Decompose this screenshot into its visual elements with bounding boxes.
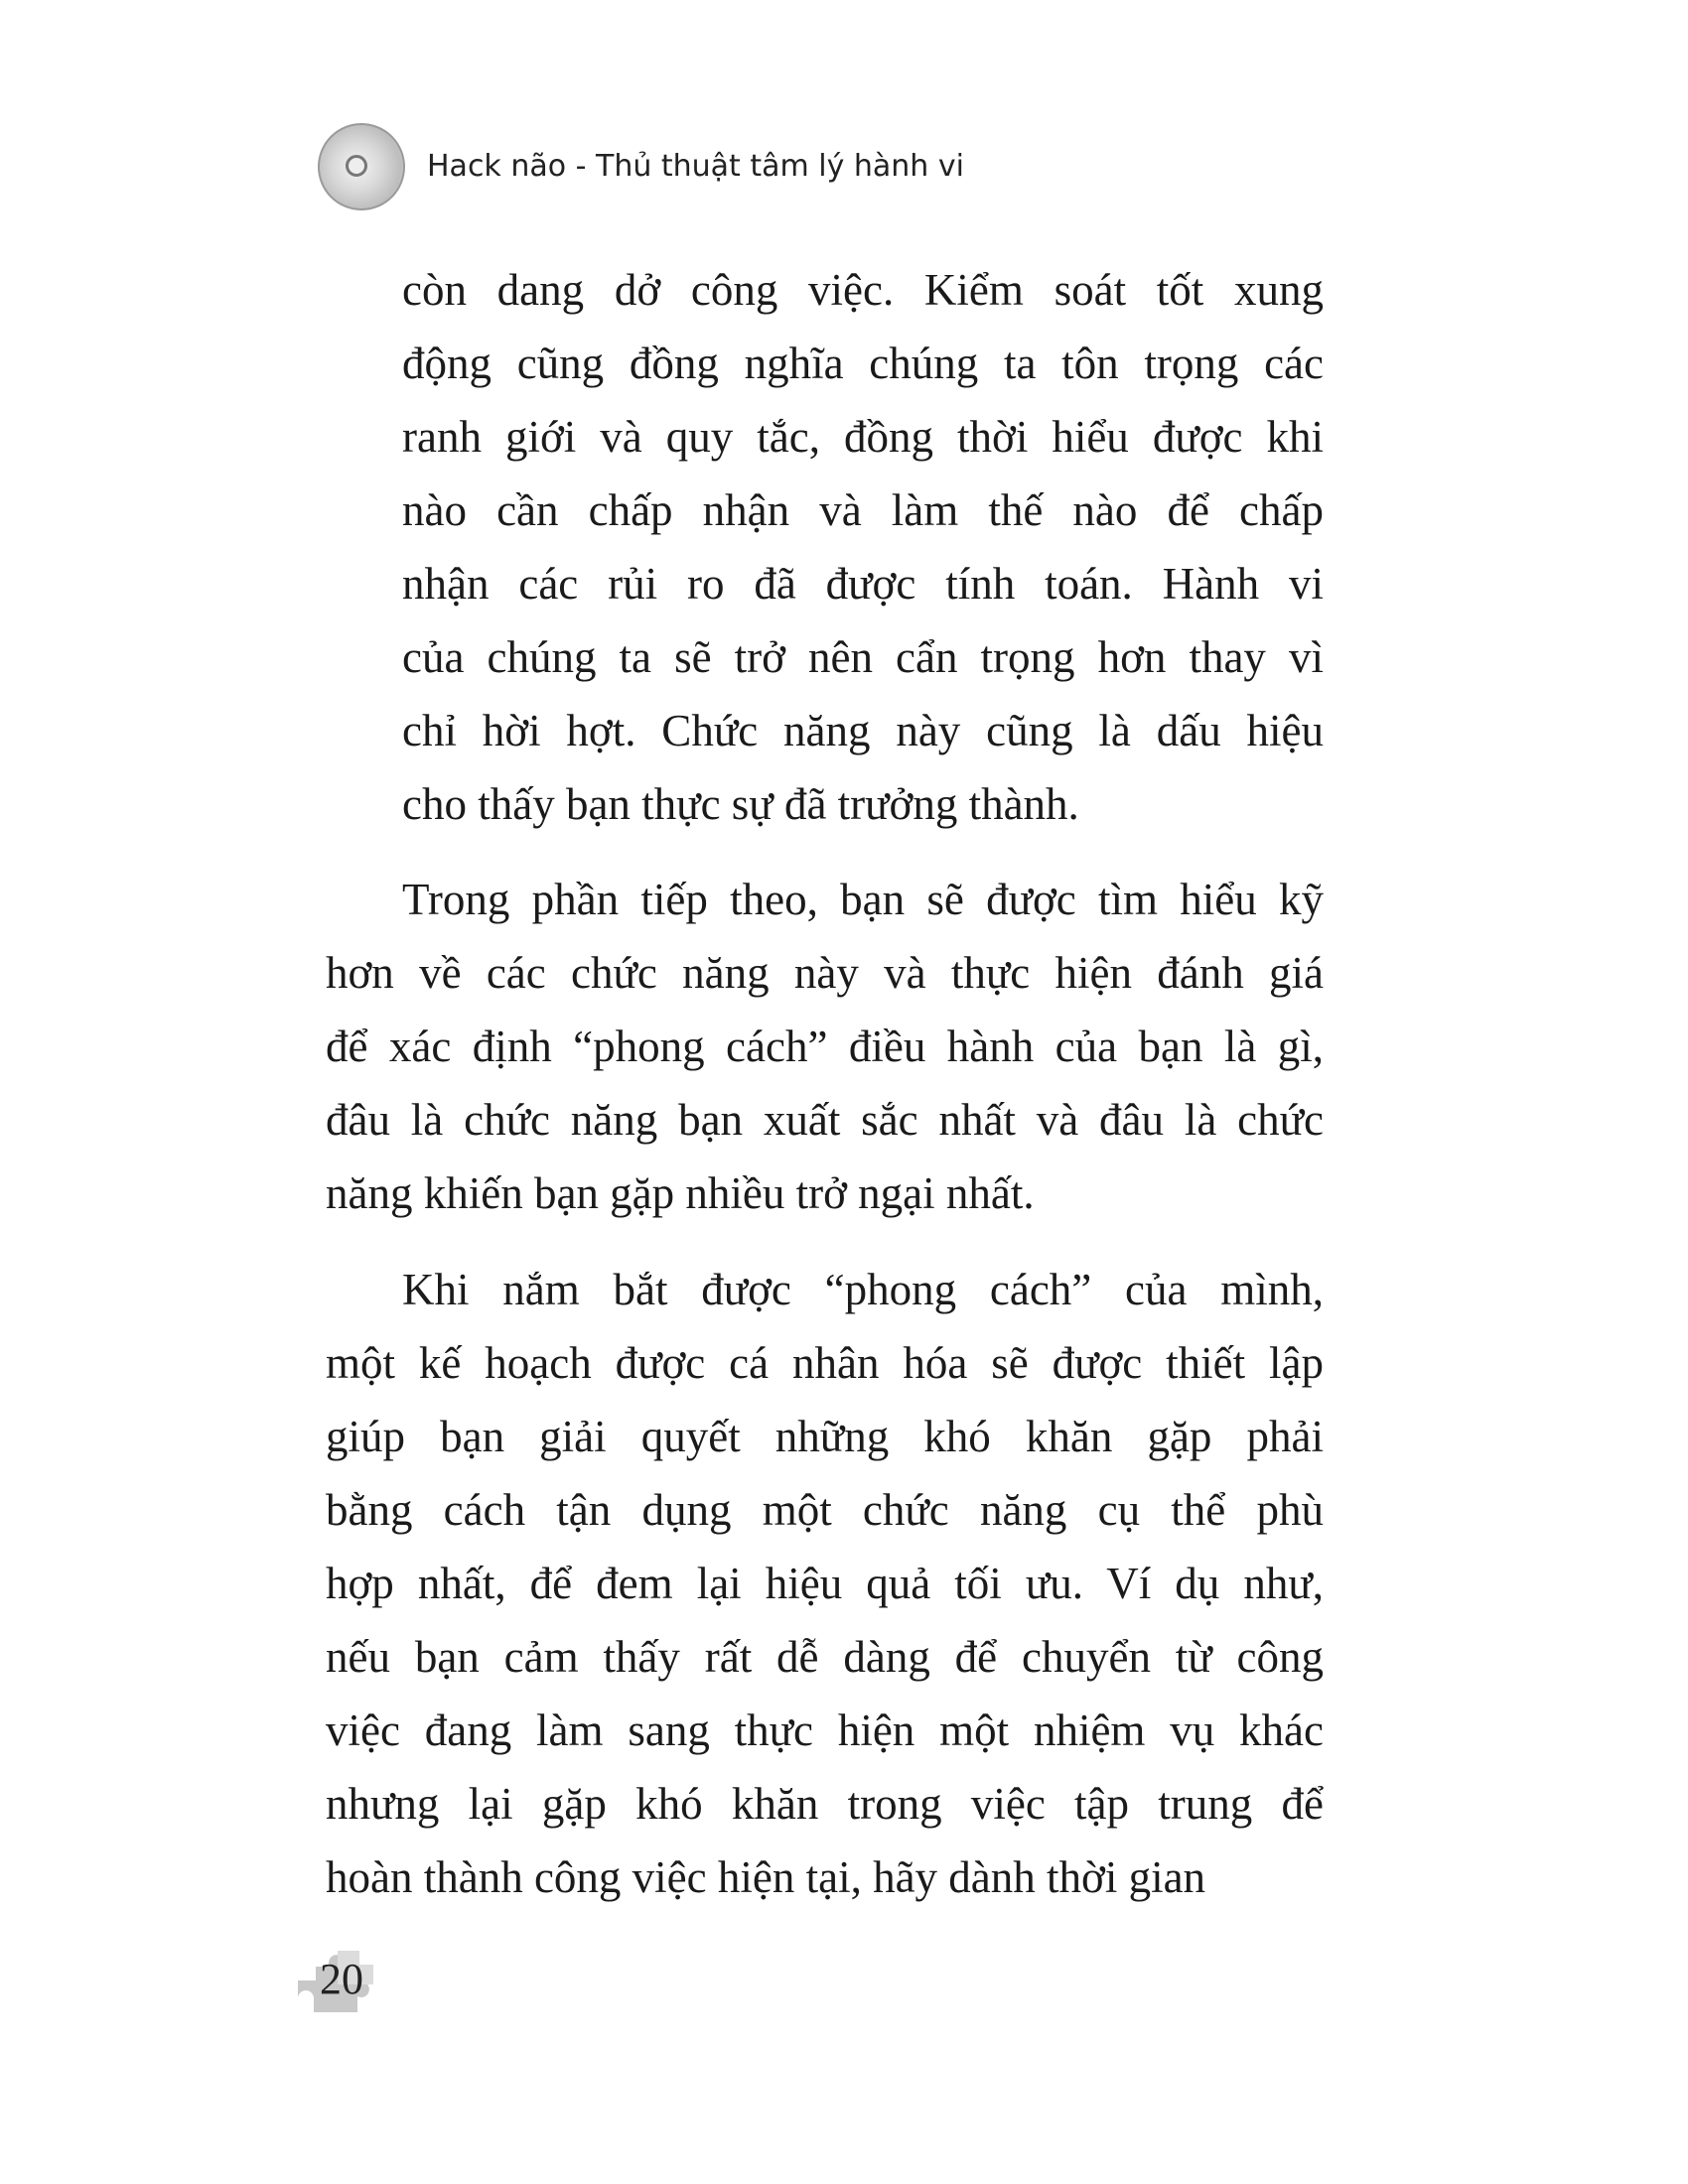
text-line: nhận các rủi ro đã được tính toán. Hành vi [402, 559, 1324, 609]
book-logo-icon [318, 123, 405, 210]
text-line: Trong phần tiếp theo, bạn sẽ được tìm hiểu kỹ [402, 875, 1324, 924]
text-line: bằng cách tận dụng một chức năng cụ thể phù [326, 1485, 1324, 1535]
running-header-title: Hack não - Thủ thuật tâm lý hành vi [427, 149, 964, 184]
text-line: ranh giới và quy tắc, đồng thời hiểu được khi [402, 412, 1324, 462]
text-line: đâu là chức năng bạn xuất sắc nhất và đâu là chức [326, 1095, 1324, 1145]
text-line: nếu bạn cảm thấy rất dễ dàng để chuyển từ công [326, 1632, 1324, 1682]
text-line: hơn về các chức năng này và thực hiện đánh giá [326, 948, 1324, 998]
text-line: chỉ hời hợt. Chức năng này cũng là dấu hiệu [402, 706, 1324, 755]
page-number: 20 [320, 1955, 363, 2003]
text-line: động cũng đồng nghĩa chúng ta tôn trọng các [402, 339, 1324, 388]
text-line: giúp bạn giải quyết những khó khăn gặp phải [326, 1412, 1324, 1461]
text-line: cho thấy bạn thực sự đã trưởng thành. [402, 779, 1079, 829]
text-line: còn dang dở công việc. Kiểm soát tốt xung [402, 265, 1324, 315]
text-line: hoàn thành công việc hiện tại, hãy dành thời gian [326, 1852, 1206, 1902]
text-line: năng khiến bạn gặp nhiều trở ngại nhất. [326, 1168, 1035, 1218]
text-line: nào cần chấp nhận và làm thế nào để chấp [402, 485, 1324, 535]
text-line: một kế hoạch được cá nhân hóa sẽ được thiết lập [326, 1338, 1324, 1388]
text-line: Khi nắm bắt được “phong cách” của mình, [402, 1265, 1324, 1314]
text-line: nhưng lại gặp khó khăn trong việc tập trung để [326, 1779, 1324, 1829]
text-line: của chúng ta sẽ trở nên cẩn trọng hơn thay vì [402, 632, 1324, 682]
text-line: để xác định “phong cách” điều hành của bạn là gì, [326, 1022, 1324, 1071]
text-line: hợp nhất, để đem lại hiệu quả tối ưu. Ví dụ như, [326, 1559, 1324, 1608]
text-line: việc đang làm sang thực hiện một nhiệm vụ khác [326, 1706, 1324, 1755]
